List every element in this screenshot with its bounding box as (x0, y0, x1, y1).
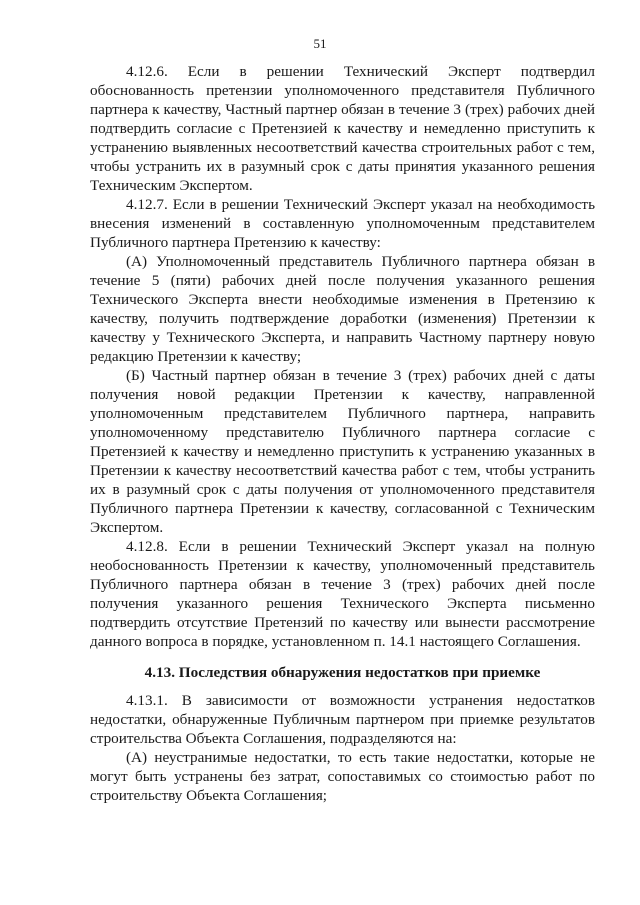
clause-4-12-7: 4.12.7. Если в решении Технический Эксперт указал на необходимость внесения изменений в составленную уполномоченным представителем Публичного партнера Претензию к качеству: (90, 196, 595, 251)
clause-4-12-7-a: (А) Уполномоченный представитель Публичного партнера обязан в течение 5 (пяти) рабочих дней после получения указанного решения Технического Эксперта внести необходимые изменения в Претензию к качеству, получить подтверждение доработки (изменения) Претензии к качеству у Технического Эксперта, и направить Частному партнеру новую редакцию Претензии к качеству; (90, 253, 595, 365)
page-number: 51 (313, 36, 327, 51)
clause-4-13-1: 4.13.1. В зависимости от возможности устранения недостатков недостатки, обнаруженные Публичным партнером при приемке результатов строительства Объекта Соглашения, подразделяются на: (90, 692, 595, 747)
section-heading-4-13: 4.13. Последствия обнаружения недостатков при приемке (144, 664, 541, 681)
clause-4-12-6: 4.12.6. Если в решении Технический Эксперт подтвердил обоснованность претензии уполномоченного представителя Публичного партнера к качеству, Частный партнер обязан в течение 3 (трех) рабочих дней подтвердить согласие с Претензией к качеству и немедленно приступить к устранению выявленных несоответствий качества строительных работ с тем, чтобы устранить их в разумный срок с даты принятия указанного решения Техническим Экспертом. (90, 63, 595, 194)
document-body (90, 62, 595, 805)
clause-4-12-8: 4.12.8. Если в решении Технический Эксперт указал на полную необоснованность Претензии к качеству, уполномоченный представитель Публичного партнера обязан в течение 3 (трех) рабочих дней после получения указанного решения Технического Эксперта письменно подтвердить отсутствие Претензий по качеству или вынести рассмотрение данного вопроса в порядке, установленном п. 14.1 настоящего Соглашения. (90, 538, 595, 650)
clause-4-12-7-b: (Б) Частный партнер обязан в течение 3 (трех) рабочих дней с даты получения новой редакции Претензии к качеству, направленной уполномоченным представителем Публичного партнера, направить уполномоченному представителю Публичного партнера согласие с Претензией к качеству и немедленно приступить к устранению указанных в Претензии к качеству несоответствий качества работ с тем, чтобы устранить их в разумный срок с даты получения от уполномоченного представителя Публичного партнера Претензии к качеству, согласованной с Техническим Экспертом. (90, 367, 595, 536)
clause-4-13-1-a: (А) неустранимые недостатки, то есть такие недостатки, которые не могут быть устранены без затрат, сопоставимых со стоимостью работ по строительству Объекта Соглашения; (90, 749, 595, 804)
